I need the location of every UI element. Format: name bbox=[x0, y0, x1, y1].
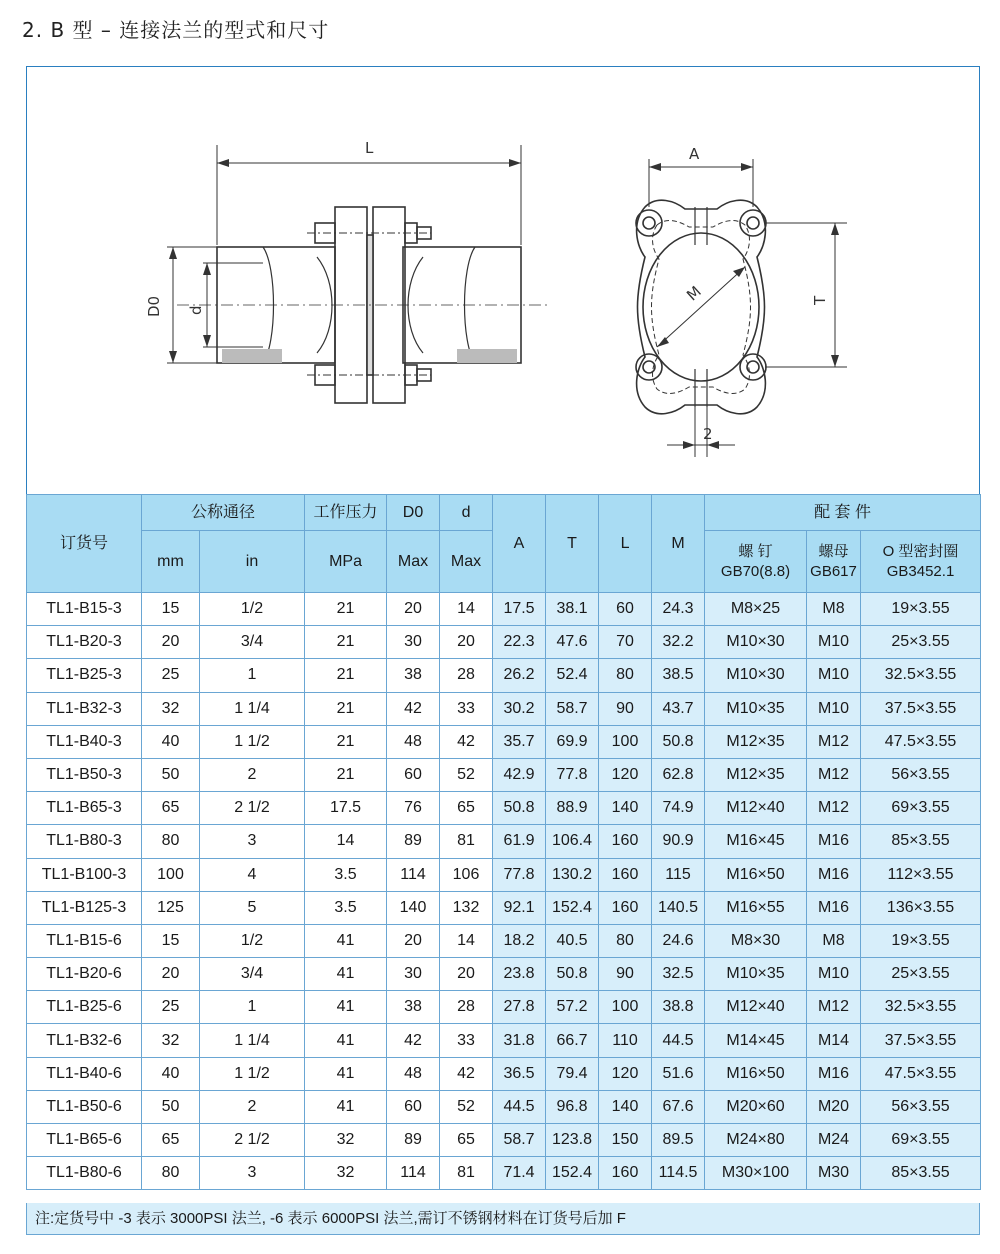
cell-d-max: 81 bbox=[440, 1157, 493, 1190]
cell-in: 1 1/4 bbox=[200, 1024, 305, 1057]
cell-a: 92.1 bbox=[493, 891, 546, 924]
cell-nut: M16 bbox=[807, 858, 861, 891]
cell-a: 26.2 bbox=[493, 659, 546, 692]
cell-a: 61.9 bbox=[493, 825, 546, 858]
cell-l: 110 bbox=[599, 1024, 652, 1057]
cell-screw: M16×45 bbox=[705, 825, 807, 858]
cell-t: 52.4 bbox=[546, 659, 599, 692]
cell-d-max: 14 bbox=[440, 593, 493, 626]
cell-l: 120 bbox=[599, 1057, 652, 1090]
header-l: L bbox=[599, 495, 652, 593]
cell-oring: 19×3.55 bbox=[861, 924, 981, 957]
cell-in: 3/4 bbox=[200, 626, 305, 659]
cell-mm: 65 bbox=[142, 792, 200, 825]
cell-mm: 20 bbox=[142, 626, 200, 659]
cell-l: 70 bbox=[599, 626, 652, 659]
cell-t: 96.8 bbox=[546, 1090, 599, 1123]
cell-m: 44.5 bbox=[652, 1024, 705, 1057]
cell-d-max: 14 bbox=[440, 924, 493, 957]
cell-pressure: 32 bbox=[305, 1124, 387, 1157]
table-row bbox=[27, 958, 981, 991]
cell-screw: M8×30 bbox=[705, 924, 807, 957]
cell-d0-max: 20 bbox=[387, 593, 440, 626]
cell-pressure: 41 bbox=[305, 1057, 387, 1090]
cell-nut: M12 bbox=[807, 725, 861, 758]
header-d0-max: Max bbox=[387, 531, 440, 593]
header-d-max: Max bbox=[440, 531, 493, 593]
dim-label-T: T bbox=[811, 295, 829, 305]
cell-in: 1 1/2 bbox=[200, 725, 305, 758]
cell-in: 1/2 bbox=[200, 593, 305, 626]
cell-nut: M10 bbox=[807, 692, 861, 725]
cell-order-no: TL1-B20-6 bbox=[27, 958, 142, 991]
cell-pressure: 41 bbox=[305, 924, 387, 957]
cell-order-no: TL1-B80-6 bbox=[27, 1157, 142, 1190]
cell-l: 140 bbox=[599, 1090, 652, 1123]
cell-pressure: 3.5 bbox=[305, 891, 387, 924]
cell-in: 2 bbox=[200, 1090, 305, 1123]
cell-l: 60 bbox=[599, 593, 652, 626]
cell-nut: M20 bbox=[807, 1090, 861, 1123]
cell-d0-max: 48 bbox=[387, 1057, 440, 1090]
cell-pressure: 41 bbox=[305, 991, 387, 1024]
cell-d0-max: 60 bbox=[387, 1090, 440, 1123]
cell-nut: M12 bbox=[807, 792, 861, 825]
cell-oring: 25×3.55 bbox=[861, 958, 981, 991]
cell-in: 1 1/2 bbox=[200, 1057, 305, 1090]
cell-mm: 65 bbox=[142, 1124, 200, 1157]
header-screw-label: 螺 钉 bbox=[738, 542, 773, 560]
cell-t: 152.4 bbox=[546, 1157, 599, 1190]
cell-pressure: 21 bbox=[305, 725, 387, 758]
table-row bbox=[27, 991, 981, 1024]
cell-oring: 19×3.55 bbox=[861, 593, 981, 626]
cell-mm: 80 bbox=[142, 1157, 200, 1190]
cell-order-no: TL1-B50-3 bbox=[27, 758, 142, 791]
table-row bbox=[27, 1157, 981, 1190]
cell-order-no: TL1-B40-6 bbox=[27, 1057, 142, 1090]
dim-label-gap: 2 bbox=[703, 425, 713, 443]
cell-l: 160 bbox=[599, 858, 652, 891]
cell-t: 77.8 bbox=[546, 758, 599, 791]
header-nut-std: GB617 bbox=[810, 562, 857, 580]
cell-a: 36.5 bbox=[493, 1057, 546, 1090]
dim-label-d: d bbox=[187, 305, 205, 315]
cell-pressure: 21 bbox=[305, 659, 387, 692]
cell-d0-max: 38 bbox=[387, 659, 440, 692]
cell-pressure: 21 bbox=[305, 593, 387, 626]
table-row bbox=[27, 1057, 981, 1090]
table-row bbox=[27, 626, 981, 659]
cell-in: 5 bbox=[200, 891, 305, 924]
cell-m: 90.9 bbox=[652, 825, 705, 858]
cell-pressure: 41 bbox=[305, 1024, 387, 1057]
header-d: d bbox=[440, 495, 493, 531]
table-row bbox=[27, 1090, 981, 1123]
cell-in: 1 bbox=[200, 659, 305, 692]
cell-screw: M12×35 bbox=[705, 758, 807, 791]
cell-d0-max: 48 bbox=[387, 725, 440, 758]
spec-table bbox=[26, 494, 981, 1190]
cell-nut: M12 bbox=[807, 991, 861, 1024]
cell-t: 66.7 bbox=[546, 1024, 599, 1057]
cell-t: 69.9 bbox=[546, 725, 599, 758]
cell-d0-max: 114 bbox=[387, 858, 440, 891]
cell-order-no: TL1-B32-6 bbox=[27, 1024, 142, 1057]
side-view bbox=[167, 145, 547, 403]
cell-mm: 40 bbox=[142, 1057, 200, 1090]
cell-nut: M8 bbox=[807, 924, 861, 957]
header-nominal-size: 公称通径 bbox=[142, 495, 305, 531]
cell-d0-max: 30 bbox=[387, 626, 440, 659]
cell-a: 22.3 bbox=[493, 626, 546, 659]
cell-a: 71.4 bbox=[493, 1157, 546, 1190]
cell-oring: 56×3.55 bbox=[861, 758, 981, 791]
cell-in: 2 bbox=[200, 758, 305, 791]
table-row bbox=[27, 825, 981, 858]
header-oring-std: GB3452.1 bbox=[886, 562, 955, 580]
cell-screw: M10×30 bbox=[705, 626, 807, 659]
cell-d-max: 20 bbox=[440, 958, 493, 991]
table-row bbox=[27, 692, 981, 725]
cell-nut: M10 bbox=[807, 958, 861, 991]
cell-m: 51.6 bbox=[652, 1057, 705, 1090]
cell-in: 2 1/2 bbox=[200, 1124, 305, 1157]
cell-d-max: 42 bbox=[440, 1057, 493, 1090]
cell-l: 160 bbox=[599, 1157, 652, 1190]
table-row bbox=[27, 725, 981, 758]
cell-nut: M16 bbox=[807, 891, 861, 924]
cell-d-max: 42 bbox=[440, 725, 493, 758]
cell-screw: M16×50 bbox=[705, 1057, 807, 1090]
cell-mm: 25 bbox=[142, 659, 200, 692]
cell-order-no: TL1-B15-3 bbox=[27, 593, 142, 626]
cell-oring: 85×3.55 bbox=[861, 1157, 981, 1190]
cell-a: 50.8 bbox=[493, 792, 546, 825]
cell-mm: 15 bbox=[142, 593, 200, 626]
cell-mm: 15 bbox=[142, 924, 200, 957]
header-nut bbox=[807, 531, 861, 593]
cell-order-no: TL1-B20-3 bbox=[27, 626, 142, 659]
cell-m: 32.2 bbox=[652, 626, 705, 659]
cell-a: 44.5 bbox=[493, 1090, 546, 1123]
cell-screw: M24×80 bbox=[705, 1124, 807, 1157]
cell-t: 47.6 bbox=[546, 626, 599, 659]
cell-d-max: 132 bbox=[440, 891, 493, 924]
header-m: M bbox=[652, 495, 705, 593]
cell-d-max: 33 bbox=[440, 692, 493, 725]
cell-d0-max: 89 bbox=[387, 825, 440, 858]
cell-m: 50.8 bbox=[652, 725, 705, 758]
cell-screw: M10×35 bbox=[705, 958, 807, 991]
cell-d0-max: 38 bbox=[387, 991, 440, 1024]
cell-in: 2 1/2 bbox=[200, 792, 305, 825]
page-title: 2. B 型 – 连接法兰的型式和尺寸 bbox=[22, 18, 330, 42]
cell-screw: M10×35 bbox=[705, 692, 807, 725]
cell-mm: 20 bbox=[142, 958, 200, 991]
cell-l: 160 bbox=[599, 891, 652, 924]
header-screw bbox=[705, 531, 807, 593]
table-row bbox=[27, 1124, 981, 1157]
cell-oring: 56×3.55 bbox=[861, 1090, 981, 1123]
cell-a: 30.2 bbox=[493, 692, 546, 725]
cell-t: 38.1 bbox=[546, 593, 599, 626]
cell-screw: M12×40 bbox=[705, 792, 807, 825]
cell-in: 3 bbox=[200, 825, 305, 858]
cell-nut: M10 bbox=[807, 659, 861, 692]
header-oring-label: O 型密封圈 bbox=[882, 542, 959, 560]
cell-d0-max: 140 bbox=[387, 891, 440, 924]
cell-t: 50.8 bbox=[546, 958, 599, 991]
cell-m: 74.9 bbox=[652, 792, 705, 825]
table-row bbox=[27, 891, 981, 924]
dim-label-L: L bbox=[365, 139, 374, 157]
table-row bbox=[27, 858, 981, 891]
cell-screw: M16×55 bbox=[705, 891, 807, 924]
cell-oring: 32.5×3.55 bbox=[861, 659, 981, 692]
cell-l: 160 bbox=[599, 825, 652, 858]
cell-nut: M10 bbox=[807, 626, 861, 659]
table-row bbox=[27, 659, 981, 692]
cell-m: 62.8 bbox=[652, 758, 705, 791]
dim-label-A: A bbox=[689, 145, 700, 163]
cell-d-max: 106 bbox=[440, 858, 493, 891]
end-view bbox=[636, 159, 847, 457]
table-row bbox=[27, 792, 981, 825]
footnote: 注:定货号中 -3 表示 3000PSI 法兰, -6 表示 6000PSI 法兰,需订不锈钢材料在订货号后加 F bbox=[26, 1203, 980, 1235]
table-body bbox=[27, 593, 981, 1190]
cell-m: 38.5 bbox=[652, 659, 705, 692]
cell-pressure: 17.5 bbox=[305, 792, 387, 825]
cell-pressure: 41 bbox=[305, 1090, 387, 1123]
cell-a: 77.8 bbox=[493, 858, 546, 891]
cell-nut: M12 bbox=[807, 758, 861, 791]
cell-d-max: 52 bbox=[440, 1090, 493, 1123]
cell-m: 114.5 bbox=[652, 1157, 705, 1190]
cell-screw: M12×35 bbox=[705, 725, 807, 758]
header-nut-label: 螺母 bbox=[818, 542, 849, 560]
cell-t: 79.4 bbox=[546, 1057, 599, 1090]
technical-drawing bbox=[26, 66, 980, 494]
cell-l: 120 bbox=[599, 758, 652, 791]
cell-order-no: TL1-B50-6 bbox=[27, 1090, 142, 1123]
cell-order-no: TL1-B15-6 bbox=[27, 924, 142, 957]
table-row bbox=[27, 924, 981, 957]
cell-m: 43.7 bbox=[652, 692, 705, 725]
cell-order-no: TL1-B25-3 bbox=[27, 659, 142, 692]
cell-m: 32.5 bbox=[652, 958, 705, 991]
cell-order-no: TL1-B80-3 bbox=[27, 825, 142, 858]
cell-m: 24.3 bbox=[652, 593, 705, 626]
cell-t: 106.4 bbox=[546, 825, 599, 858]
cell-oring: 136×3.55 bbox=[861, 891, 981, 924]
cell-d0-max: 30 bbox=[387, 958, 440, 991]
cell-d-max: 52 bbox=[440, 758, 493, 791]
cell-nut: M14 bbox=[807, 1024, 861, 1057]
cell-l: 90 bbox=[599, 958, 652, 991]
cell-a: 23.8 bbox=[493, 958, 546, 991]
cell-m: 115 bbox=[652, 858, 705, 891]
cell-screw: M12×40 bbox=[705, 991, 807, 1024]
cell-l: 150 bbox=[599, 1124, 652, 1157]
cell-in: 1 bbox=[200, 991, 305, 1024]
cell-oring: 25×3.55 bbox=[861, 626, 981, 659]
cell-t: 123.8 bbox=[546, 1124, 599, 1157]
table-row bbox=[27, 758, 981, 791]
cell-nut: M8 bbox=[807, 593, 861, 626]
cell-in: 1/2 bbox=[200, 924, 305, 957]
cell-t: 40.5 bbox=[546, 924, 599, 957]
cell-mm: 50 bbox=[142, 758, 200, 791]
cell-oring: 69×3.55 bbox=[861, 792, 981, 825]
cell-l: 90 bbox=[599, 692, 652, 725]
cell-order-no: TL1-B25-6 bbox=[27, 991, 142, 1024]
cell-mm: 25 bbox=[142, 991, 200, 1024]
cell-mm: 40 bbox=[142, 725, 200, 758]
cell-screw: M8×25 bbox=[705, 593, 807, 626]
cell-d0-max: 42 bbox=[387, 692, 440, 725]
cell-pressure: 3.5 bbox=[305, 858, 387, 891]
cell-m: 24.6 bbox=[652, 924, 705, 957]
cell-order-no: TL1-B32-3 bbox=[27, 692, 142, 725]
cell-pressure: 21 bbox=[305, 758, 387, 791]
cell-mm: 80 bbox=[142, 825, 200, 858]
cell-screw: M20×60 bbox=[705, 1090, 807, 1123]
flange-drawing-svg bbox=[27, 67, 981, 495]
cell-t: 88.9 bbox=[546, 792, 599, 825]
cell-oring: 37.5×3.55 bbox=[861, 1024, 981, 1057]
cell-m: 89.5 bbox=[652, 1124, 705, 1157]
cell-pressure: 41 bbox=[305, 958, 387, 991]
cell-oring: 85×3.55 bbox=[861, 825, 981, 858]
cell-in: 4 bbox=[200, 858, 305, 891]
cell-oring: 37.5×3.55 bbox=[861, 692, 981, 725]
cell-m: 67.6 bbox=[652, 1090, 705, 1123]
cell-in: 1 1/4 bbox=[200, 692, 305, 725]
header-kit: 配 套 件 bbox=[705, 495, 981, 531]
cell-nut: M24 bbox=[807, 1124, 861, 1157]
header-screw-std: GB70(8.8) bbox=[720, 562, 791, 580]
header-a: A bbox=[493, 495, 546, 593]
cell-d0-max: 76 bbox=[387, 792, 440, 825]
header-in: in bbox=[200, 531, 305, 593]
header-t: T bbox=[546, 495, 599, 593]
cell-screw: M10×30 bbox=[705, 659, 807, 692]
cell-oring: 32.5×3.55 bbox=[861, 991, 981, 1024]
cell-d-max: 65 bbox=[440, 792, 493, 825]
cell-mm: 32 bbox=[142, 692, 200, 725]
cell-order-no: TL1-B65-6 bbox=[27, 1124, 142, 1157]
cell-mm: 50 bbox=[142, 1090, 200, 1123]
cell-d-max: 81 bbox=[440, 825, 493, 858]
cell-l: 100 bbox=[599, 991, 652, 1024]
cell-mm: 100 bbox=[142, 858, 200, 891]
cell-oring: 112×3.55 bbox=[861, 858, 981, 891]
cell-order-no: TL1-B100-3 bbox=[27, 858, 142, 891]
cell-order-no: TL1-B40-3 bbox=[27, 725, 142, 758]
cell-l: 140 bbox=[599, 792, 652, 825]
header-mpa: MPa bbox=[305, 531, 387, 593]
cell-nut: M16 bbox=[807, 1057, 861, 1090]
cell-in: 3 bbox=[200, 1157, 305, 1190]
cell-pressure: 21 bbox=[305, 626, 387, 659]
cell-d-max: 28 bbox=[440, 659, 493, 692]
cell-a: 27.8 bbox=[493, 991, 546, 1024]
cell-oring: 47.5×3.55 bbox=[861, 725, 981, 758]
cell-nut: M16 bbox=[807, 825, 861, 858]
cell-order-no: TL1-B125-3 bbox=[27, 891, 142, 924]
cell-t: 152.4 bbox=[546, 891, 599, 924]
cell-screw: M14×45 bbox=[705, 1024, 807, 1057]
dim-label-M: M bbox=[683, 282, 705, 305]
cell-pressure: 32 bbox=[305, 1157, 387, 1190]
header-order-no: 订货号 bbox=[27, 495, 142, 593]
cell-t: 57.2 bbox=[546, 991, 599, 1024]
cell-a: 58.7 bbox=[493, 1124, 546, 1157]
cell-d-max: 65 bbox=[440, 1124, 493, 1157]
cell-pressure: 14 bbox=[305, 825, 387, 858]
cell-in: 3/4 bbox=[200, 958, 305, 991]
cell-mm: 125 bbox=[142, 891, 200, 924]
cell-l: 100 bbox=[599, 725, 652, 758]
cell-m: 140.5 bbox=[652, 891, 705, 924]
cell-d-max: 33 bbox=[440, 1024, 493, 1057]
cell-order-no: TL1-B65-3 bbox=[27, 792, 142, 825]
cell-d0-max: 60 bbox=[387, 758, 440, 791]
table-row bbox=[27, 1024, 981, 1057]
cell-t: 58.7 bbox=[546, 692, 599, 725]
cell-oring: 47.5×3.55 bbox=[861, 1057, 981, 1090]
cell-a: 18.2 bbox=[493, 924, 546, 957]
cell-pressure: 21 bbox=[305, 692, 387, 725]
header-pressure: 工作压力 bbox=[305, 495, 387, 531]
cell-d0-max: 114 bbox=[387, 1157, 440, 1190]
cell-a: 31.8 bbox=[493, 1024, 546, 1057]
header-d0: D0 bbox=[387, 495, 440, 531]
header-oring bbox=[861, 531, 981, 593]
cell-t: 130.2 bbox=[546, 858, 599, 891]
cell-nut: M30 bbox=[807, 1157, 861, 1190]
cell-d-max: 20 bbox=[440, 626, 493, 659]
cell-d0-max: 20 bbox=[387, 924, 440, 957]
dim-label-D0: D0 bbox=[145, 295, 163, 317]
cell-a: 17.5 bbox=[493, 593, 546, 626]
cell-d0-max: 42 bbox=[387, 1024, 440, 1057]
cell-screw: M30×100 bbox=[705, 1157, 807, 1190]
cell-m: 38.8 bbox=[652, 991, 705, 1024]
table-row bbox=[27, 593, 981, 626]
cell-a: 35.7 bbox=[493, 725, 546, 758]
cell-l: 80 bbox=[599, 659, 652, 692]
cell-a: 42.9 bbox=[493, 758, 546, 791]
header-mm: mm bbox=[142, 531, 200, 593]
table-header bbox=[27, 495, 981, 593]
cell-oring: 69×3.55 bbox=[861, 1124, 981, 1157]
cell-screw: M16×50 bbox=[705, 858, 807, 891]
cell-d-max: 28 bbox=[440, 991, 493, 1024]
cell-d0-max: 89 bbox=[387, 1124, 440, 1157]
cell-l: 80 bbox=[599, 924, 652, 957]
cell-mm: 32 bbox=[142, 1024, 200, 1057]
